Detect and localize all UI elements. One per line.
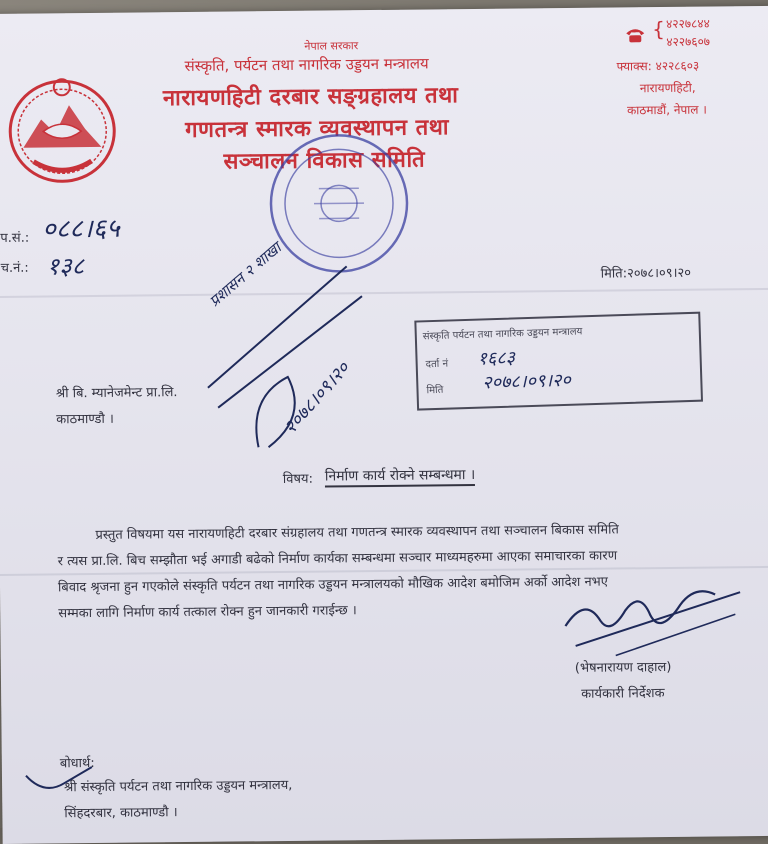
cc-label: बोधार्थ: [59,755,95,772]
paper-fold [0,288,768,298]
phone-2: ४२२७६०७ [666,34,711,49]
org-name-line3: सञ्चालन विकास समिति [223,147,426,175]
received-stamp [414,312,703,411]
stamp-ministry: संस्कृति पर्यटन तथा नागरिक उड्डयन मन्त्रालय [422,326,583,343]
telephone-icon [624,27,646,43]
recipient-name: श्री बि. म्यानेजमेन्ट प्रा.लि. [55,385,178,402]
govt-label: नेपाल सरकार [304,39,359,53]
cn-value: १३८ [46,252,85,281]
cn-label: च.नं.: [0,260,29,276]
stamp-miti-value: २०७८।०९।२० [481,369,572,394]
subject-label: विषय: [282,471,313,487]
signature-icon [555,574,746,666]
address-line1: नारायणहिटी, [639,80,696,96]
cc-line-2: सिंहदरबार, काठमाण्डौ । [64,805,178,822]
stamp-darta-label: दर्ता नं [425,358,449,371]
brace: { [652,16,666,42]
body-line-3: बिवाद श्रृजना हुन गएकोले संस्कृति पर्यटन तथा नागरिक उड्डयन मन्त्रालयको मौखिक आदेश बमोजिम अर्को आदेश नभए [57,574,609,596]
stamp-miti-label: मिति [426,384,444,397]
body-line-4: सम्मका लागि निर्माण कार्य तत्काल रोक्न हुन जानकारी गराईन्छ । [58,603,357,622]
address-line2: काठमाडौं, नेपाल । [626,102,707,118]
org-name-line1: नारायणहिटी दरबार सङ्ग्रहालय तथा [162,83,459,112]
ministry-name: संस्कृति, पर्यटन तथा नागरिक उड्डयन मन्त्रालय [184,54,429,76]
subject-text: निर्माण कार्य रोक्ने सम्बन्धमा । [325,465,476,488]
signatory-title: कार्यकारी निर्देशक [581,686,665,702]
nepal-emblem-icon [3,69,122,190]
signatory-name: (भेषनारायण दाहाल) [574,659,672,676]
ps-label: प.सं.: [0,230,30,246]
fax-number: फ्याक्स: ४२२८६०३ [616,58,700,74]
letter-paper [0,6,768,844]
letter-date: मिति:२०७८।०९।२० [600,265,692,282]
ps-value: ०८८।६५ [42,213,120,245]
body-line-2: र त्यस प्रा.लि. बिच सम्झौता भई अगाडी बढेको निर्माण कार्यका सम्बन्धमा सञ्चार माध्यमहरुमा आएका समाचारका कारण [57,548,618,570]
recipient-city: काठमाण्डौ । [56,411,114,428]
phone-1: ४२२७८४४ [666,16,710,31]
body-line-1: प्रस्तुत विषयमा यस नारायणहिटी दरबार संग्रहालय तथा गणतन्त्र स्मारक व्यवस्थापन तथा सञ्चालन बिकास समिति [95,522,619,543]
stamp-darta-value: १६८३ [477,347,516,370]
org-name-line2: गणतन्त्र स्मारक व्यवस्थापन तथा [185,115,450,144]
cc-line-1: श्री संस्कृति पर्यटन तथा नागरिक उड्डयन मन्त्रालय, [64,777,293,796]
handwritten-note: प्रशासन २ शाखा [205,238,285,311]
handwritten-date: २०७८।०९।२० [279,357,355,439]
